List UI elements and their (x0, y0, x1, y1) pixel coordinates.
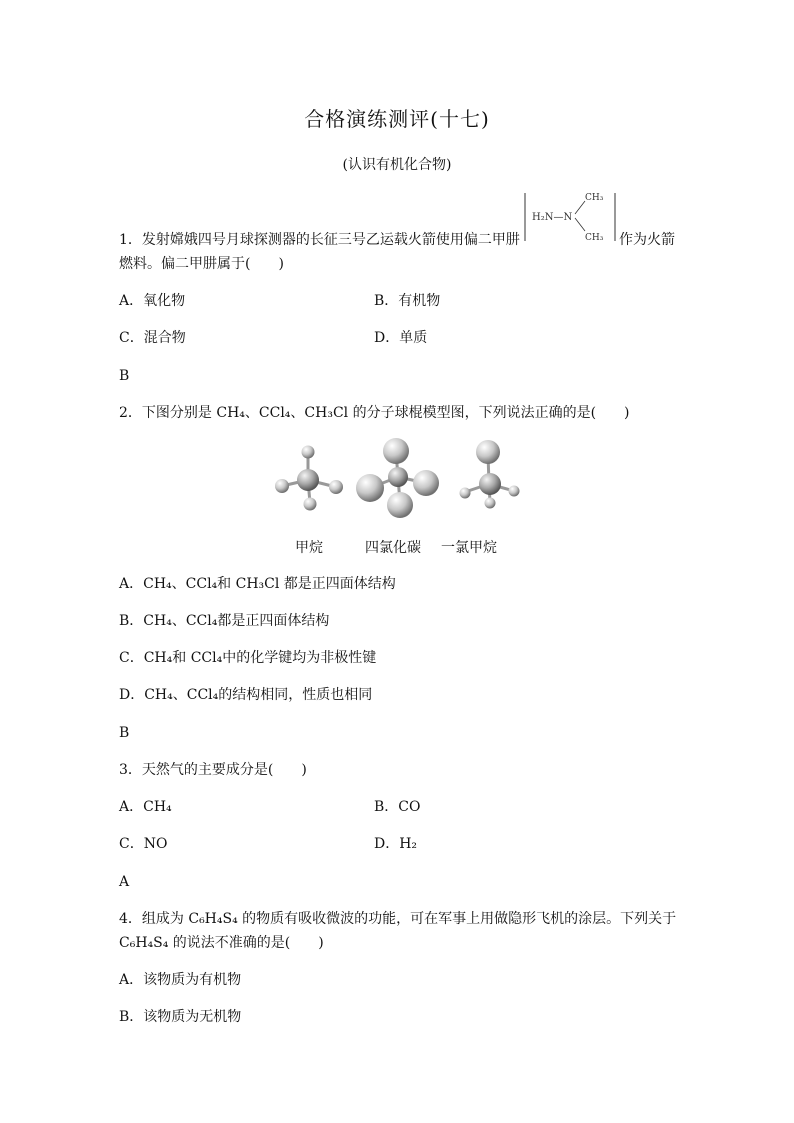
q1-option-a: A．氧化物 (119, 293, 186, 309)
caption-methane: 甲烷 (295, 540, 323, 556)
q3-answer: A (119, 874, 130, 890)
formula-left: H₂N—N (532, 212, 573, 223)
page-subtitle: (认识有机化合物) (342, 157, 452, 173)
q1-option-c: C．混合物 (119, 330, 186, 346)
q1-option-b: B．有机物 (374, 293, 441, 309)
q2-answer: B (119, 725, 130, 741)
q3-option-a: A．CH₄ (119, 799, 172, 815)
formula-diagram (523, 190, 617, 244)
q1-stem-part2: 作为火箭 (619, 232, 675, 248)
q4-stem-line1: 4．组成为 C₆H₄S₄ 的物质有吸收微波的功能，可在军事上用做隐形飞机的涂层。下列关于 (119, 911, 677, 927)
formula-bottom-group: CH₃ (585, 233, 604, 243)
q1-option-d: D．单质 (374, 330, 428, 346)
q1-stem-part1: 1．发射嫦娥四号月球探测器的长征三号乙运载火箭使用偏二甲肼 (119, 232, 520, 248)
ccl4-model (356, 438, 439, 518)
structural-formula (523, 190, 617, 244)
q3-option-d: D．H₂ (374, 836, 418, 852)
molecule-models (262, 432, 532, 524)
q2-option-c: C．CH₄和 CCl₄中的化学键均为非极性键 (119, 650, 377, 666)
caption-ch3cl: 一氯甲烷 (441, 540, 497, 556)
caption-ccl4: 四氯化碳 (365, 540, 421, 556)
q4-stem-line2: C₆H₄S₄ 的说法不准确的是( ) (119, 935, 324, 951)
q3-option-b: B．CO (374, 799, 421, 815)
q2-option-b: B．CH₄、CCl₄都是正四面体结构 (119, 613, 330, 629)
q3-stem: 3．天然气的主要成分是( ) (119, 762, 307, 778)
q4-option-b: B．该物质为无机物 (119, 1009, 242, 1025)
q1-answer: B (119, 368, 130, 384)
q4-option-a: A．该物质为有机物 (119, 972, 242, 988)
q1-stem-part3: 燃料。偏二甲肼属于( ) (119, 256, 284, 272)
page-title: 合格演练测评(十七) (304, 107, 490, 131)
ch3cl-model (460, 440, 520, 509)
formula-top-group: CH₃ (585, 193, 604, 203)
q2-option-a: A．CH₄、CCl₄和 CH₃Cl 都是正四面体结构 (119, 576, 396, 592)
q3-option-c: C．NO (119, 836, 168, 852)
q2-stem-text: 下图分别是 CH₄、CCl₄、CH₃Cl 的分子球棍模型图，下列说法正确的是( ) (141, 405, 630, 421)
q2-option-d: D．CH₄、CCl₄的结构相同，性质也相同 (119, 687, 373, 703)
q2-stem: 2．下图分别是 CH₄、CCl₄、CH₃Cl 的分子球棍模型图，下列说法正确的是( ) (119, 405, 630, 421)
methane-model (275, 446, 343, 511)
